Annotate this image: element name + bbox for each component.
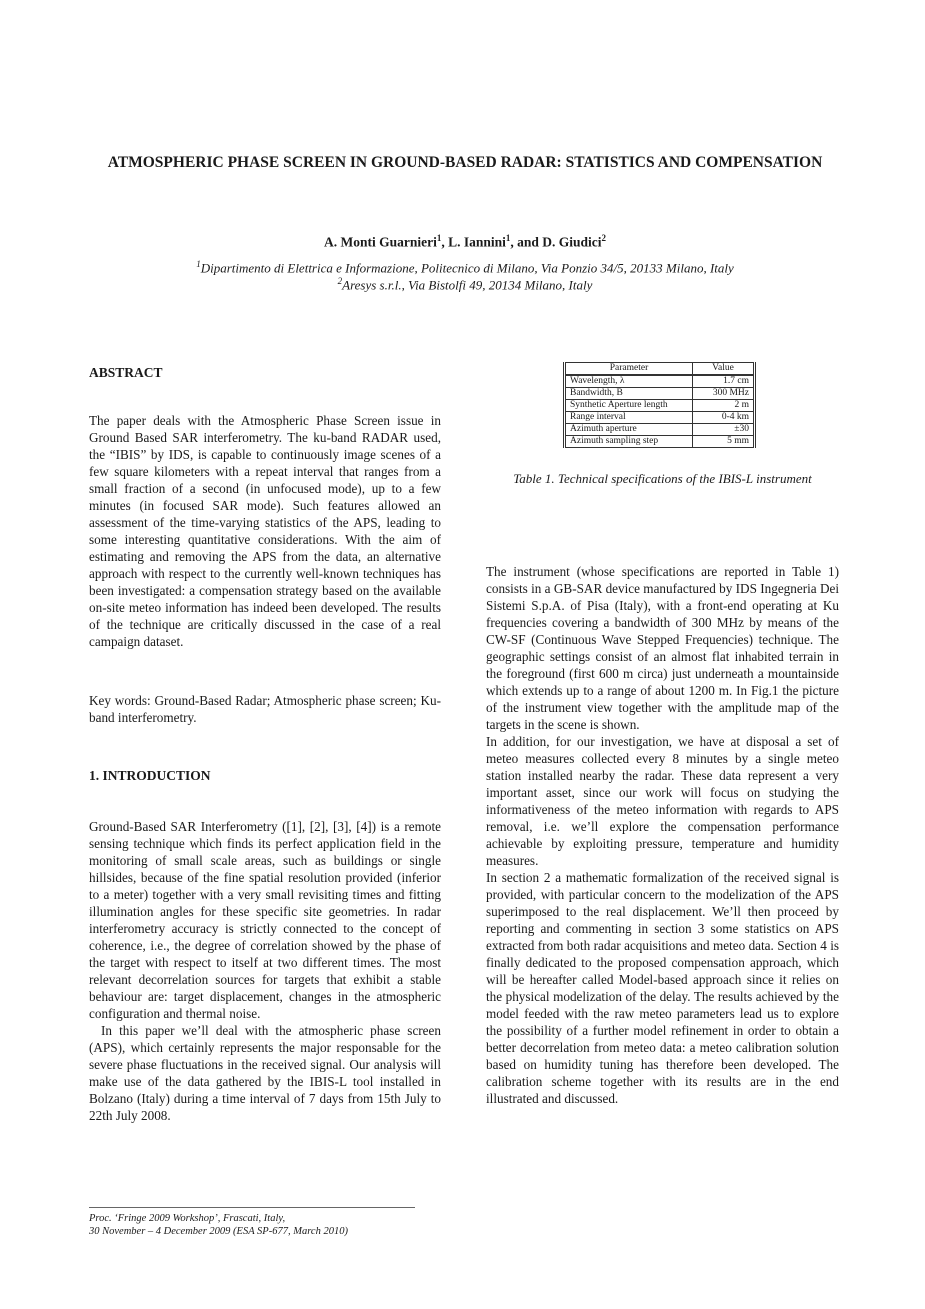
affiliation-mark: 1	[436, 233, 442, 243]
body-paragraph-3: In section 2 a mathematic formalization of the received signal is provided, with particular concern to the modelization of the APS superimposed to the real displacement. We’ll then proceed by reporting and commenting in section 3 some statistics on APS extracted from both radar acquisitions and meteo data. Section 4 is finally dedicated to the proposed compensation approach, which will be hereafter called Model-based approach since it relies on the physical modelization of the delay. The results achieved by the model feeded with the raw meteo parameters lead us to explore the possibility of a further model refinement in order to obtain a better decorrelation from meteo data: a meteo calibration solution based on humidity tuning has therefore been developed. The calibration scheme together with its results are in the end illustrated and discussed.	[486, 870, 839, 1106]
paper-title: ATMOSPHERIC PHASE SCREEN IN GROUND-BASED RADAR: STATISTICS AND COMPENSATION	[107, 154, 823, 171]
affiliation-mark: 1	[196, 259, 201, 269]
table-cell: Range interval	[565, 412, 693, 424]
footer-line: Proc. ‘Fringe 2009 Workshop’, Frascati, Italy,	[89, 1213, 286, 1224]
table-cell: 1.7 cm	[693, 375, 755, 388]
table-cell: Azimuth sampling step	[565, 436, 693, 448]
right-column-body	[486, 563, 839, 1107]
table-row	[565, 436, 755, 448]
table-header-cell: Value	[693, 363, 755, 376]
affiliation-text: Aresys s.r.l., Via Bistolfi 49, 20134 Milano, Italy	[342, 277, 593, 293]
abstract-text: The paper deals with the Atmospheric Phase Screen issue in Ground Based SAR interferometry. The ku-band RADAR used, the “IBIS” by IDS, is capable to continuously image scenes of a few square kilometers with a repeat interval that ranges from a small fraction of a second (in unfocused mode), up to a few minutes (in focused SAR mode). Such features allowed an assessment of the time-varying statistics of the APS, leading to some interesting quantitative considerations. With the aim of estimating and removing the APS from the data, an alternative approach with respect to the currently well-known techniques has been investigated: a compensation strategy based on the available on-site meteo information has indeed been developed. The results of the technique are critically discussed in the case of a real campaign dataset.	[89, 413, 441, 649]
proceedings-footer	[89, 1212, 348, 1238]
table-cell: 5 mm	[693, 436, 755, 448]
table-cell: Wavelength, λ	[565, 375, 693, 388]
table-row	[565, 388, 755, 400]
table-header-cell: Parameter	[565, 363, 693, 376]
affiliation-1	[90, 259, 840, 276]
author-list	[90, 233, 840, 251]
table-caption: Table 1. Technical specifications of the IBIS-L instrument	[513, 471, 812, 486]
spec-table	[563, 362, 756, 448]
table-row	[565, 412, 755, 424]
footer-line: 30 November – 4 December 2009 (ESA SP-677, March 2010)	[89, 1226, 348, 1237]
body-paragraph-2: In addition, for our investigation, we have at disposal a set of meteo measures collected every 8 minutes by a single meteo station installed nearby the radar. These data represent a very important asset, since our work will focus on studying the informativeness of the meteo information with regards to APS removal, i.e. we’ll explore the compensation performance achievable by exploiting pressure, temperature and humidity measures.	[486, 734, 839, 868]
abstract-body	[89, 412, 441, 650]
table-cell: ±30	[693, 424, 755, 436]
intro-body	[89, 818, 441, 1124]
author-separator: ,	[441, 234, 449, 250]
table-row	[565, 424, 755, 436]
affiliation-mark: 1	[505, 233, 511, 243]
affiliation-mark: 2	[337, 276, 343, 286]
keywords	[89, 692, 441, 726]
table-cell: Bandwidth, B	[565, 388, 693, 400]
table-row	[565, 375, 755, 388]
author-name: A. Monti Guarnieri	[323, 234, 437, 250]
author-separator: , and	[510, 234, 543, 250]
affiliation-text: Dipartimento di Elettrica e Informazione, Politecnico di Milano, Via Ponzio 34/5, 20133 Milano, Italy	[200, 260, 734, 276]
table-cell: Synthetic Aperture length	[565, 400, 693, 412]
keywords-text: Key words: Ground-Based Radar; Atmospheric phase screen; Ku-band interferometry.	[89, 693, 441, 725]
body-paragraph-1: The instrument (whose specifications are reported in Table 1) consists in a GB-SAR device manufactured by IDS Ingegneria Dei Sistemi S.p.A. of Pisa (Italy), with a front-end operating at Ku frequencies covering a bandwidth of 300 MHz by means of the CW-SF (Continuous Wave Stepped Frequencies) technique. The geographic settings consist of an almost flat inhabited terrain in the foreground (first 600 m circa) just underneath a mountainside which extends up to a range of about 1200 m. In Fig.1 the picture of the instrument view together with the amplitude map of the targets in the scene is shown.	[486, 564, 839, 732]
affiliation-2	[90, 276, 840, 293]
table-cell: Azimuth aperture	[565, 424, 693, 436]
author-name: D. Giudici	[542, 234, 602, 250]
table-cell: 300 MHz	[693, 388, 755, 400]
section-heading: ABSTRACT	[89, 365, 163, 380]
intro-paragraph-1: Ground-Based SAR Interferometry ([1], [2], [3], [4]) is a remote sensing technique which finds its perfect application field in the monitoring of small scale areas, such as buildings or single hillsides, because of the fine spatial resolution provided (inferior to a meter) together with a very small revisiting times and fitting illumination angles for these specific site geometries. In radar interferometry accuracy is strictly connected to the concept of coherence, i.e., the degree of correlation showed by the phase of the target with respect to itself at two different times. The most relevant decorrelation sources for targets that exhibit a stable behaviour are: target displacement, changes in the atmospheric configuration and thermal noise.	[89, 819, 441, 1021]
abstract-heading	[89, 365, 441, 381]
footnote-rule	[89, 1207, 415, 1208]
intro-paragraph-2: In this paper we’ll deal with the atmospheric phase screen (APS), which certainly represents the major responsable for the severe phase fluctuations in the received signal. Our analysis will make use of the data gathered by the IBIS-L tool installed in Bolzano (Italy) during a time interval of 7 days from 15th July to 22th July 2008.	[89, 1023, 441, 1123]
author-name: L. Iannini	[448, 234, 506, 250]
table-header-row	[565, 363, 755, 376]
affiliation-mark: 2	[601, 233, 607, 243]
section-heading: 1. INTRODUCTION	[89, 768, 211, 783]
table-row	[565, 400, 755, 412]
intro-heading	[89, 768, 441, 784]
table-cell: 0-4 km	[693, 412, 755, 424]
table-cell: 2 m	[693, 400, 755, 412]
